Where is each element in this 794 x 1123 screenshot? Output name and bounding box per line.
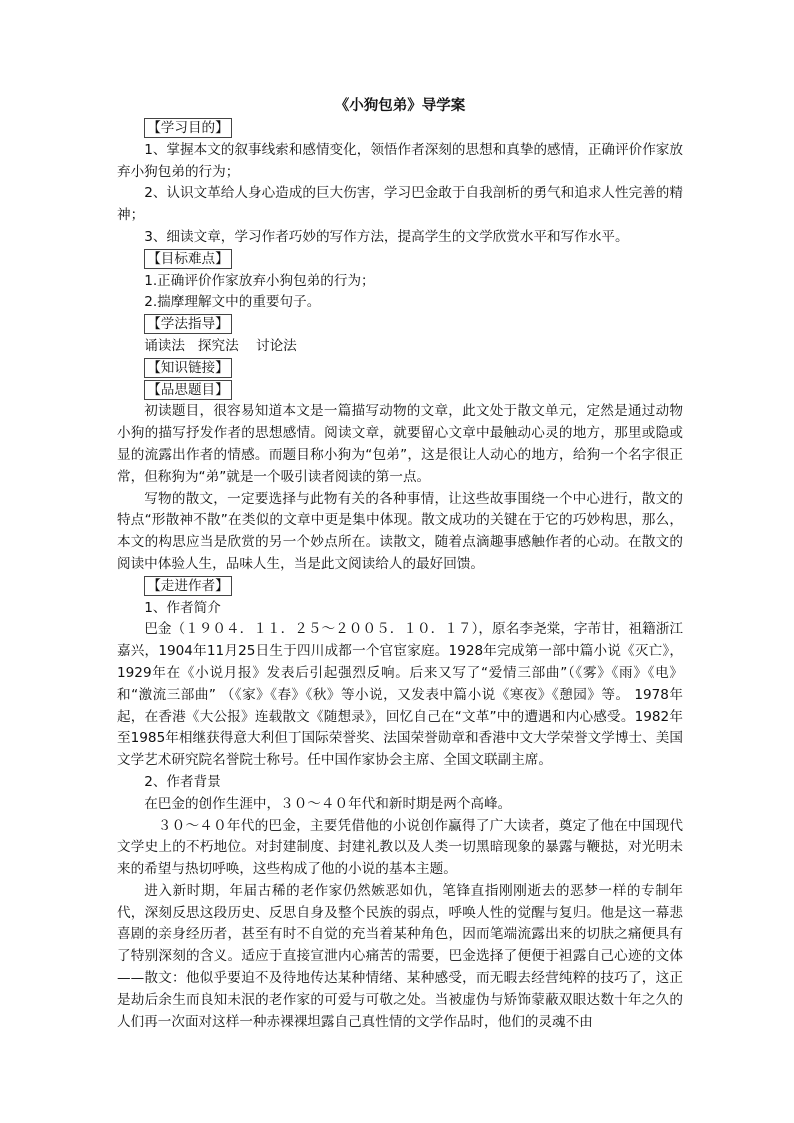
author-bio: 巴金（１９０４．１１．２５～２００５．１０．１７），原名李尧棠，字芾甘，祖籍浙江嘉兴，1904年11月25日生于四川成都一个官宦家庭。1928年完成第一部中篇小说《灭亡》，1929年在《小说月报》发表后引起强烈反响。后来又写了“爱情三部曲”（《雾》《雨》《电》和“激流三部曲” （《家》《春》《秋》等小说，又发表中篇小说《寒夜》《憩园》等。 1978年起，在香港《大公报》连载散文《随想录》，回忆自己在“文革”中的遭遇和内心感受。1982年至1985年相继获得意大利但丁国际荣誉奖、法国荣誉勋章和香港中文大学荣誉文学博士、美国文学艺术研究院名誉院士称号。任中国作家协会主席、全国文联副主席。 bbox=[117, 621, 683, 769]
section-heading-difficulties bbox=[117, 249, 683, 271]
section-heading-author bbox=[117, 576, 683, 598]
analysis-paragraph: 写物的散文，一定要选择与此物有关的各种事情，让这些故事围绕一个中心进行，散文的特点“形散神不散”在类似的文章中更是集中体现。散文成功的关键在于它的巧妙构思，那么，本文的构思应当是欣赏的另一个妙点所在。读散文，随着点滴趣事感触作者的心动。在散文的阅读中体验人生，品味人生，当是此文阅读给人的最好回馈。 bbox=[117, 490, 683, 572]
goal-item: 2、认识文革给人身心造成的巨大伤害，学习巴金敢于自我剖析的勇气和追求人性完善的精神； bbox=[117, 185, 683, 224]
author-subheading-intro: 1、作者简介 bbox=[144, 599, 221, 616]
background-paragraph: 在巴金的创作生涯中，３０～４０年代和新时期是两个高峰。 bbox=[144, 795, 512, 812]
section-heading-goals bbox=[117, 118, 683, 140]
author-heading-box: 【走进作者】 bbox=[144, 576, 232, 596]
section-heading-title-analysis bbox=[117, 380, 683, 402]
section-heading-links bbox=[117, 358, 683, 380]
goals-heading-box: 【学习目的】 bbox=[144, 118, 232, 138]
difficulty-item: 2.揣摩理解文中的重要句子。 bbox=[144, 294, 321, 311]
difficulty-item: 1.正确评价作家放弃小狗包弟的行为； bbox=[144, 272, 375, 289]
goal-item: 3、细读文章，学习作者巧妙的写作方法，提高学生的文学欣赏水平和写作水平。 bbox=[144, 228, 629, 245]
links-heading-box: 【知识链接】 bbox=[144, 358, 232, 378]
title-analysis-heading-box: 【品思题目】 bbox=[144, 380, 232, 400]
section-heading-methods bbox=[117, 314, 683, 336]
background-paragraph: ３０～４０年代的巴金，主要凭借他的小说创作赢得了广大读者，奠定了他在中国现代文学史上的不朽地位。对封建制度、封建礼教以及人类一切黑暗现象的暴露与鞭挞，对光明未来的希望与热切呼唤，这些构成了他的小说的基本主题。 bbox=[117, 817, 683, 878]
document-page bbox=[117, 94, 683, 1033]
analysis-paragraph: 初读题目，很容易知道本文是一篇描写动物的文章，此文处于散文单元，定然是通过动物小狗的描写抒发作者的思想感情。阅读文章，就要留心文章中最触动心灵的地方，那里或隐或显的流露出作者的情感。而题目称小狗为“包弟”，这是很让人动心的地方，给狗一个名字很正常，但称狗为“弟”就是一个吸引读者阅读的第一点。 bbox=[117, 403, 683, 485]
document-title: 《小狗包弟》导学案 bbox=[334, 98, 466, 114]
background-paragraph: 进入新时期，年届古稀的老作家仍然嫉恶如仇，笔锋直指刚刚逝去的恶梦一样的专制年代，深刻反思这段历史、反思自身及整个民族的弱点，呼唤人性的觉醒与复归。他是这一幕悲喜剧的亲身经历者，甚至有时不自觉的充当着某种角色，因而笔端流露出来的切肤之痛便具有了特别深刻的含义。适应于直接宣泄内心痛苦的需要，巴金选择了便便于袒露自己心迹的文体——散文：他似乎要迫不及待地传达某种情绪、某种感受，而无暇去经营纯粹的技巧了，这正是劫后余生而良知未泯的老作家的可爱与可敬之处。当被虚伪与矫饰蒙蔽双眼达数十年之久的人们再一次面对这样一种赤裸裸坦露自己真性情的文学作品时，他们的灵魂不由 bbox=[117, 882, 683, 1030]
goal-item: 1、掌握本文的叙事线索和感情变化，领悟作者深刻的思想和真挚的感情，正确评价作家放弃小狗包弟的行为； bbox=[117, 141, 683, 180]
difficulties-heading-box: 【目标难点】 bbox=[144, 249, 232, 269]
methods-heading-box: 【学法指导】 bbox=[144, 314, 232, 334]
methods-text: 诵读法 探究法 讨论法 bbox=[144, 337, 297, 354]
author-subheading-background: 2、作者背景 bbox=[144, 773, 221, 790]
